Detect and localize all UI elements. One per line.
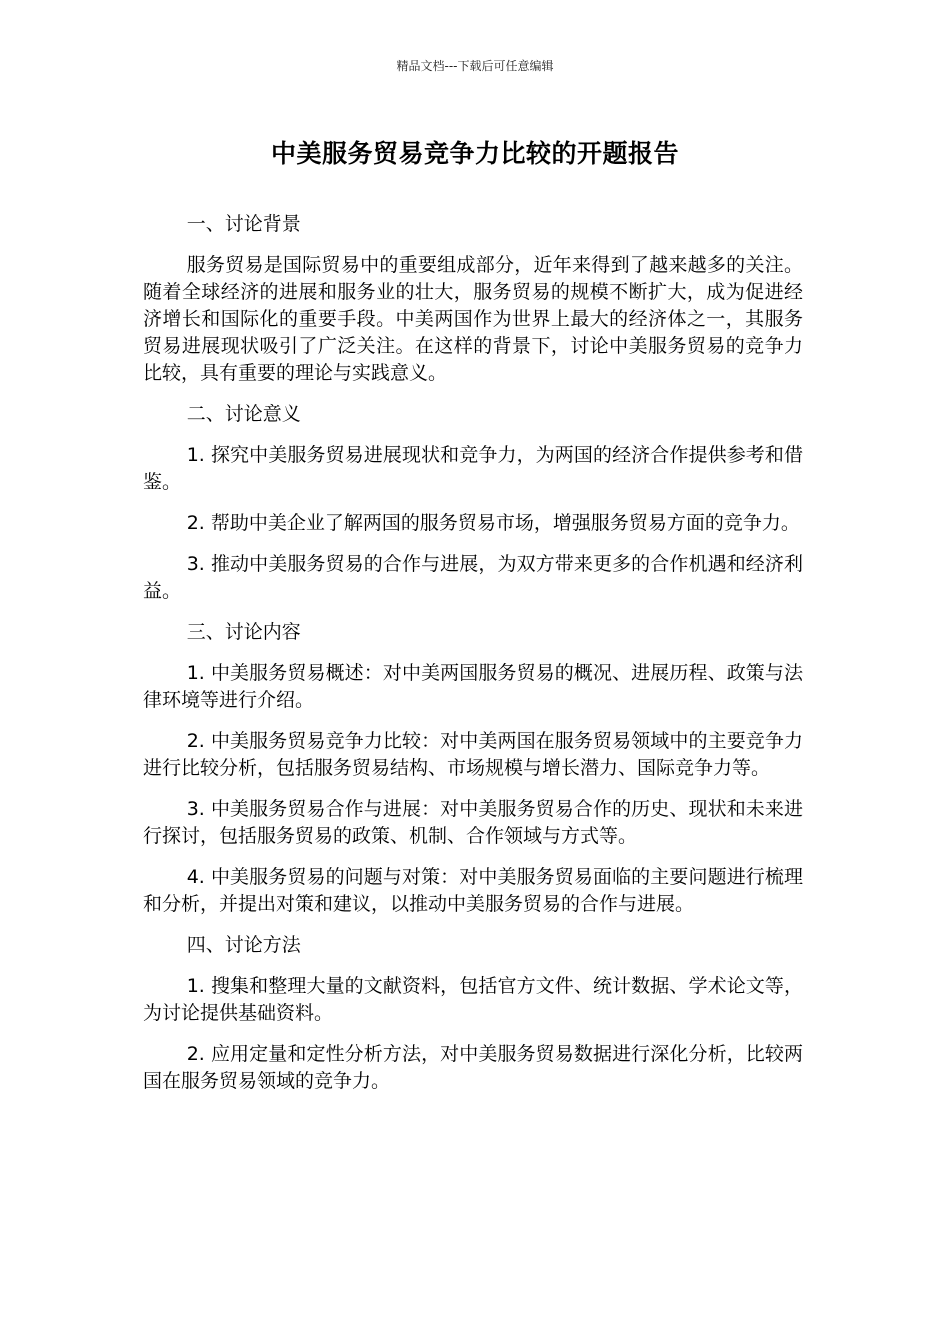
section-heading-methods: 四、讨论方法 bbox=[186, 934, 301, 956]
list-item: 2. 帮助中美企业了解两国的服务贸易市场，增强服务贸易方面的竞争力。 bbox=[186, 512, 800, 534]
document-body bbox=[143, 211, 803, 1109]
list-item: 1. 搜集和整理大量的文献资料，包括官方文件、统计数据、学术论文等，为讨论提供基础资料。 bbox=[143, 975, 803, 1024]
section-heading-significance: 二、讨论意义 bbox=[186, 403, 301, 425]
list-item: 4. 中美服务贸易的问题与对策：对中美服务贸易面临的主要问题进行梳理和分析，并提出对策和建议，以推动中美服务贸易的合作与进展。 bbox=[143, 866, 803, 915]
list-item: 1. 中美服务贸易概述：对中美两国服务贸易的概况、进展历程、政策与法律环境等进行介绍。 bbox=[143, 662, 803, 711]
list-item: 1. 探究中美服务贸易进展现状和竞争力，为两国的经济合作提供参考和借鉴。 bbox=[143, 444, 803, 493]
list-item: 2. 中美服务贸易竞争力比较：对中美两国在服务贸易领域中的主要竞争力进行比较分析，包括服务贸易结构、市场规模与增长潜力、国际竞争力等。 bbox=[143, 730, 803, 779]
section-heading-content: 三、讨论内容 bbox=[186, 621, 301, 643]
page-header: 精品文档---下载后可任意编辑 bbox=[396, 59, 554, 73]
list-item: 3. 推动中美服务贸易的合作与进展，为双方带来更多的合作机遇和经济利益。 bbox=[143, 553, 803, 602]
list-item: 2. 应用定量和定性分析方法，对中美服务贸易数据进行深化分析，比较两国在服务贸易领域的竞争力。 bbox=[143, 1043, 803, 1092]
list-item: 3. 中美服务贸易合作与进展：对中美服务贸易合作的历史、现状和未来进行探讨，包括服务贸易的政策、机制、合作领域与方式等。 bbox=[143, 798, 803, 847]
section-heading-background: 一、讨论背景 bbox=[186, 213, 301, 235]
paragraph: 服务贸易是国际贸易中的重要组成部分，近年来得到了越来越多的关注。随着全球经济的进展和服务业的壮大，服务贸易的规模不断扩大，成为促进经济增长和国际化的重要手段。中美两国作为世界上最大的经济体之一，其服务贸易进展现状吸引了广泛关注。在这样的背景下，讨论中美服务贸易的竞争力比较，具有重要的理论与实践意义。 bbox=[143, 254, 803, 384]
document-title: 中美服务贸易竞争力比较的开题报告 bbox=[270, 139, 679, 168]
